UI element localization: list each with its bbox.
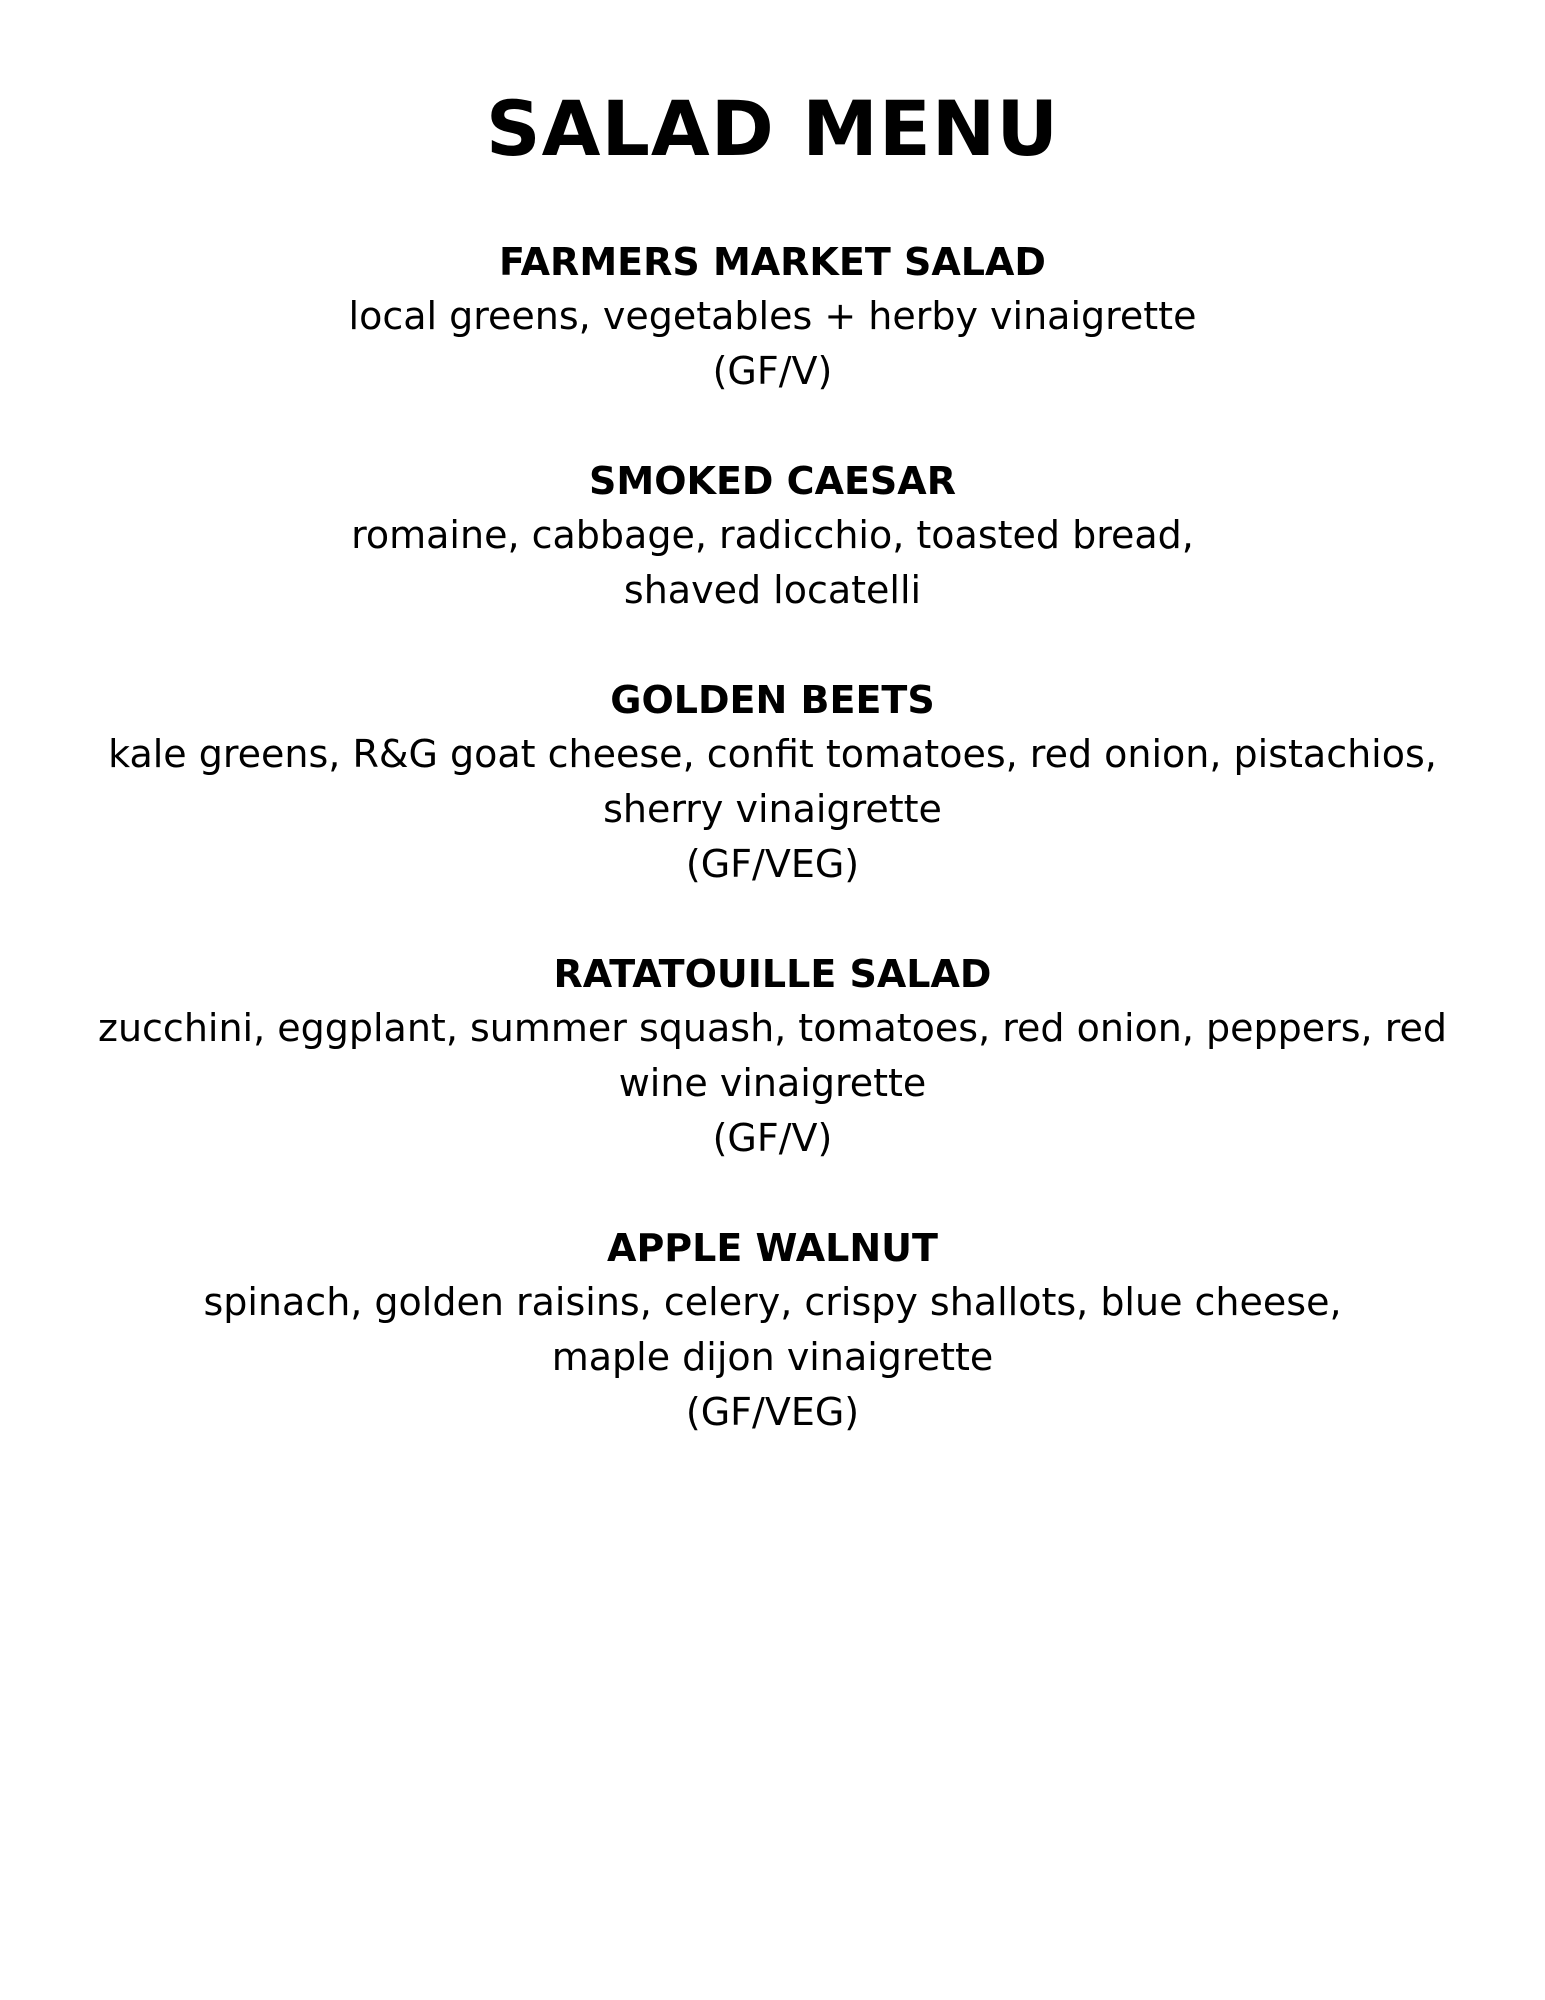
menu-item-diet-tag: (GF/V)	[712, 1116, 833, 1160]
menu-item-description	[60, 727, 1485, 837]
menu-item-name: FARMERS MARKET SALAD	[499, 240, 1046, 284]
menu-item-description-line: maple dijon vinaigrette	[551, 1335, 994, 1379]
menu-item-golden-beets	[60, 673, 1485, 892]
menu-item-ratatouille-salad	[60, 947, 1485, 1166]
menu-item-diet-tag: (GF/VEG)	[685, 842, 860, 886]
menu-item-description-line: romaine, cabbage, radicchio, toasted bread,	[351, 513, 1194, 557]
menu-item-description	[60, 1001, 1485, 1111]
menu-item-name: SMOKED CAESAR	[589, 459, 956, 503]
menu-item-farmers-market-salad	[60, 235, 1485, 399]
menu-item-description	[60, 508, 1485, 618]
menu-item-smoked-caesar	[60, 454, 1485, 618]
menu-item-description	[60, 1275, 1485, 1385]
menu-item-diet-tag: (GF/VEG)	[685, 1390, 860, 1434]
menu-item-description	[60, 289, 1485, 344]
menu-item-apple-walnut	[60, 1221, 1485, 1440]
menu-item-description-line: zucchini, eggplant, summer squash, tomatoes, red onion, peppers, red	[98, 1006, 1447, 1050]
menu-item-description-line: spinach, golden raisins, celery, crispy shallots, blue cheese,	[203, 1280, 1342, 1324]
menu-item-description-line: kale greens, R&G goat cheese, confit tomatoes, red onion, pistachios,	[108, 732, 1437, 776]
menu-item-description-line: sherry vinaigrette	[603, 787, 942, 831]
menu-item-diet-tag: (GF/V)	[712, 349, 833, 393]
menu-item-description-line: local greens, vegetables + herby vinaigrette	[348, 294, 1197, 338]
menu-item-description-line: wine vinaigrette	[618, 1061, 927, 1105]
menu-item-description-line: shaved locatelli	[623, 568, 922, 612]
menu-item-name: GOLDEN BEETS	[610, 678, 935, 722]
menu-item-name: APPLE WALNUT	[607, 1226, 938, 1270]
menu-item-name: RATATOUILLE SALAD	[553, 952, 992, 996]
menu-title: SALAD MENU	[485, 84, 1060, 173]
